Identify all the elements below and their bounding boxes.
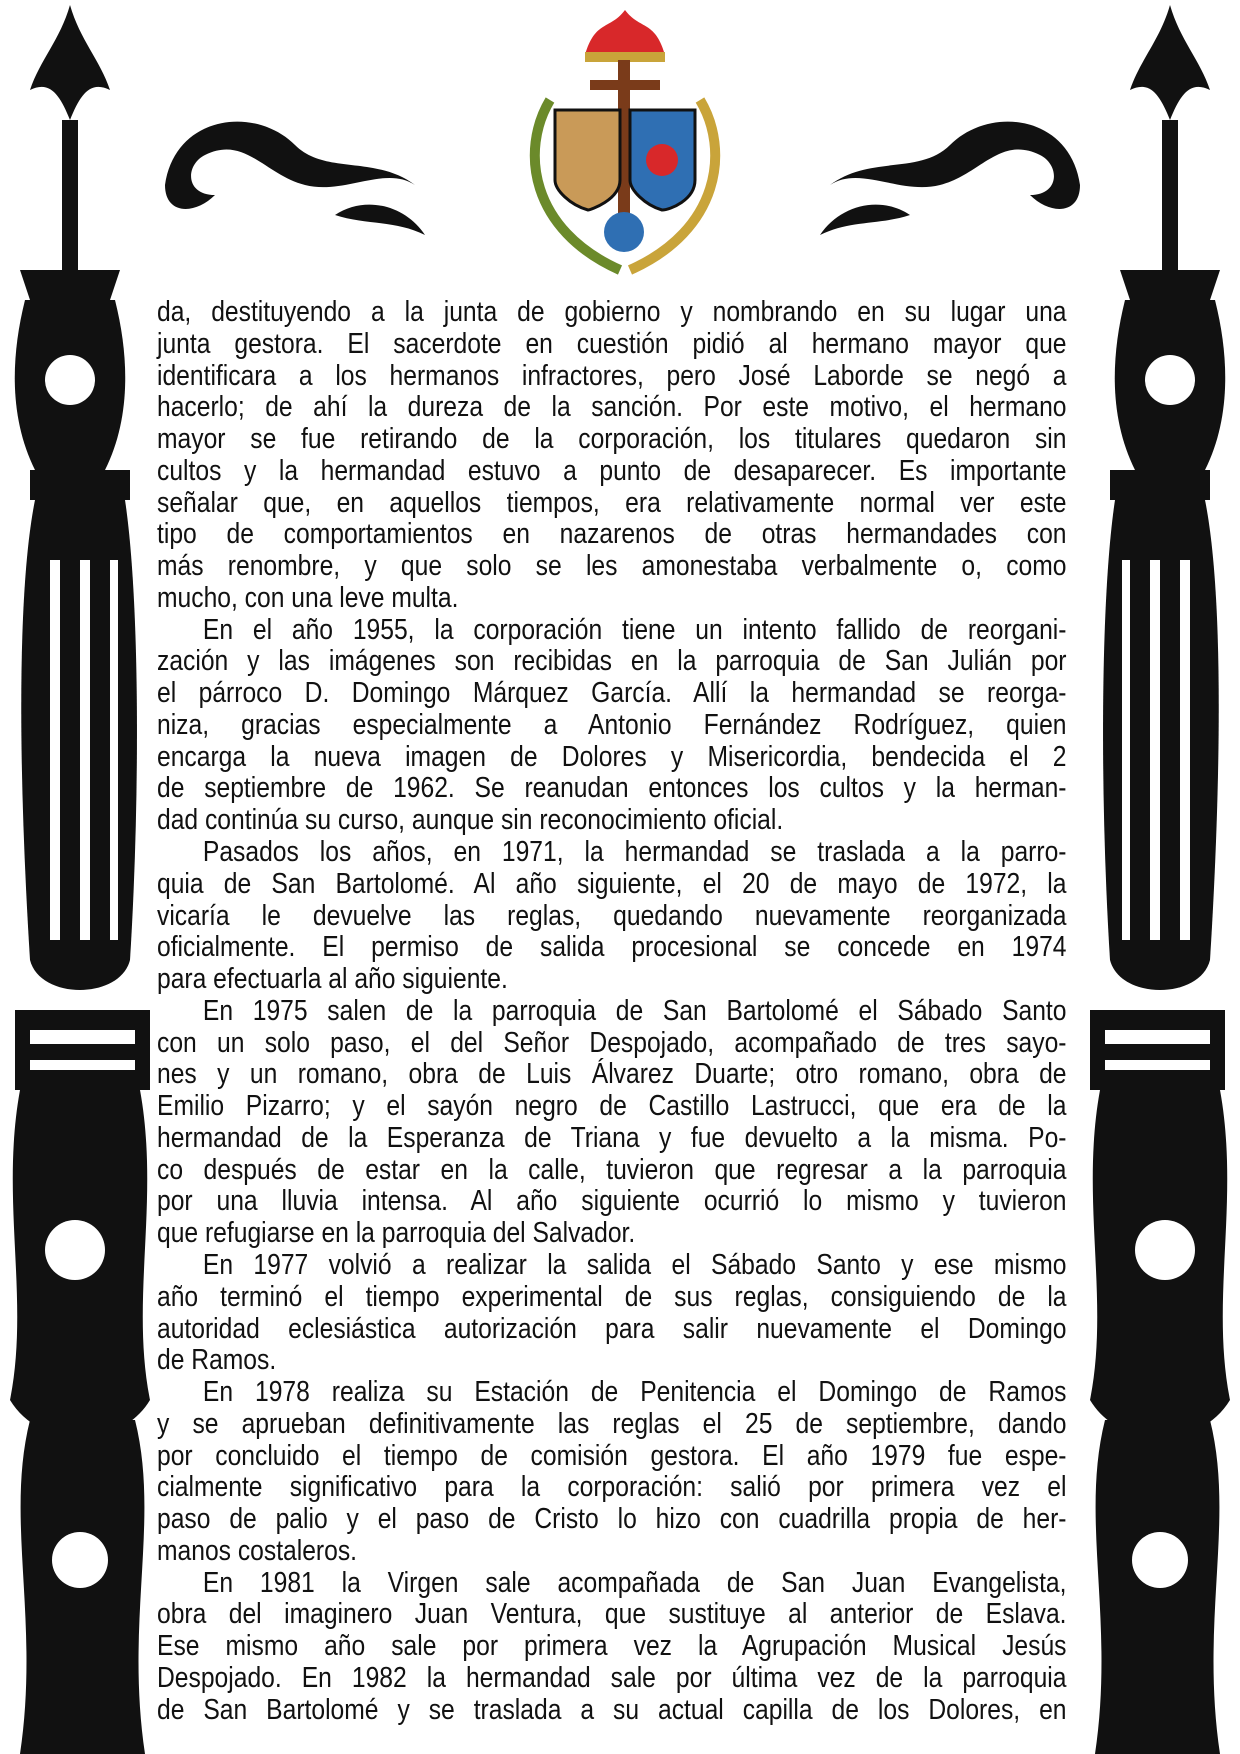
paragraph: [157, 1568, 1067, 1727]
text-line: hacerlo; de ahí la dureza de la sanción. Por este motivo, el hermano: [157, 391, 1067, 424]
text-line: En 1981 la Virgen sale acompañada de San Juan Evangelista,: [202, 1566, 1067, 1599]
text-line: manos costaleros.: [157, 1534, 358, 1567]
top-left-scroll-ornament: [155, 95, 435, 245]
text-line: obra del imaginero Juan Ventura, que sustituye al anterior de Eslava.: [157, 1598, 1067, 1631]
text-line: co después de estar en la calle, tuvieron que regresar a la parroquia: [157, 1153, 1067, 1186]
text-line: autoridad eclesiástica autorización para salir nuevamente el Domingo: [157, 1312, 1067, 1345]
text-line: por una lluvia intensa. Al año siguiente ocurrió lo mismo y tuvieron: [157, 1185, 1067, 1218]
paragraph: [157, 297, 1067, 615]
text-line: el párroco D. Domingo Márquez García. Allí la hermandad se reorga-: [157, 677, 1067, 710]
text-line: En el año 1955, la corporación tiene un intento fallido de reorgani-: [202, 613, 1067, 646]
text-line: Pasados los años, en 1971, la hermandad se traslada a la parro-: [202, 836, 1067, 869]
text-line: vicaría le devuelve las reglas, quedando nuevamente reorganizada: [157, 899, 1067, 932]
text-line: de septiembre de 1962. Se reanudan entonces los cultos y la herman-: [157, 772, 1067, 805]
text-line: oficialmente. El permiso de salida procesional se concede en 1974: [157, 931, 1067, 964]
text-line: encarga la nueva imagen de Dolores y Misericordia, bendecida el 2: [157, 740, 1067, 773]
text-line: cialmente significativo para la corporación: salió por primera vez el: [157, 1471, 1067, 1504]
left-ornamental-pillar: [0, 0, 165, 1754]
text-line: identificara a los hermanos infractores, pero José Laborde se negó a: [157, 359, 1067, 392]
text-line: mayor se fue retirando de la corporación, los titulares quedaron sin: [157, 423, 1067, 456]
body-text: [157, 297, 1067, 1726]
text-line: por concluido el tiempo de comisión gestora. El año 1979 fue espe-: [157, 1439, 1067, 1472]
text-line: En 1975 salen de la parroquia de San Bartolomé el Sábado Santo: [202, 994, 1067, 1027]
text-line: que refugiarse en la parroquia del Salvador.: [157, 1217, 636, 1250]
text-line: niza, gracias especialmente a Antonio Fernández Rodríguez, quien: [157, 708, 1067, 741]
text-line: de Ramos.: [157, 1344, 277, 1377]
text-line: nes y un romano, obra de Luis Álvarez Duarte; otro romano, obra de: [157, 1058, 1067, 1091]
text-line: paso de palio y el paso de Cristo lo hizo con cuadrilla propia de her-: [157, 1503, 1067, 1536]
text-line: dad continúa su curso, aunque sin reconocimiento oficial.: [157, 804, 784, 837]
text-line: Emilio Pizarro; y el sayón negro de Castillo Lastrucci, que era de la: [157, 1090, 1067, 1123]
right-ornamental-pillar: [1075, 0, 1240, 1754]
text-line: más renombre, y que solo se les amonestaba verbalmente o, como: [157, 550, 1067, 583]
text-line: zación y las imágenes son recibidas en la parroquia de San Julián por: [157, 645, 1067, 678]
text-line: Despojado. En 1982 la hermandad sale por última vez de la parroquia: [157, 1661, 1067, 1694]
paragraph: [157, 1377, 1067, 1568]
text-line: y se aprueban definitivamente las reglas el 25 de septiembre, dando: [157, 1407, 1067, 1440]
text-line: cultos y la hermandad estuvo a punto de desaparecer. Es importante: [157, 454, 1067, 487]
paragraph: [157, 996, 1067, 1250]
text-line: para efectuarla al año siguiente.: [157, 963, 508, 996]
paragraph: [157, 837, 1067, 996]
text-line: tipo de comportamientos en nazarenos de otras hermandades con: [157, 518, 1067, 551]
text-line: junta gestora. El sacerdote en cuestión pidió al hermano mayor que: [157, 327, 1067, 360]
top-right-scroll-ornament: [810, 95, 1090, 245]
text-line: En 1978 realiza su Estación de Penitencia el Domingo de Ramos: [202, 1376, 1067, 1409]
text-line: con un solo paso, el del Señor Despojado, acompañado de tres sayo-: [157, 1026, 1067, 1059]
text-line: hermandad de la Esperanza de Triana y fue devuelto a la misma. Po-: [157, 1121, 1067, 1154]
paragraph: [157, 1250, 1067, 1377]
text-line: da, destituyendo a la junta de gobierno y nombrando en su lugar una: [157, 296, 1067, 328]
text-line: señalar que, en aquellos tiempos, era relativamente normal ver este: [157, 486, 1067, 519]
text-line: En 1977 volvió a realizar la salida el Sábado Santo y ese mismo: [202, 1248, 1067, 1281]
text-line: año terminó el tiempo experimental de sus reglas, consiguiendo de la: [157, 1280, 1067, 1313]
paragraph: [157, 615, 1067, 837]
text-line: de San Bartolomé y se traslada a su actual capilla de los Dolores, en: [157, 1693, 1067, 1726]
text-line: Ese mismo año sale por primera vez la Agrupación Musical Jesús: [157, 1630, 1067, 1663]
text-line: quia de San Bartolomé. Al año siguiente, el 20 de mayo de 1972, la: [157, 867, 1067, 900]
text-line: mucho, con una leve multa.: [157, 581, 459, 614]
brotherhood-coat-of-arms: [510, 0, 740, 285]
